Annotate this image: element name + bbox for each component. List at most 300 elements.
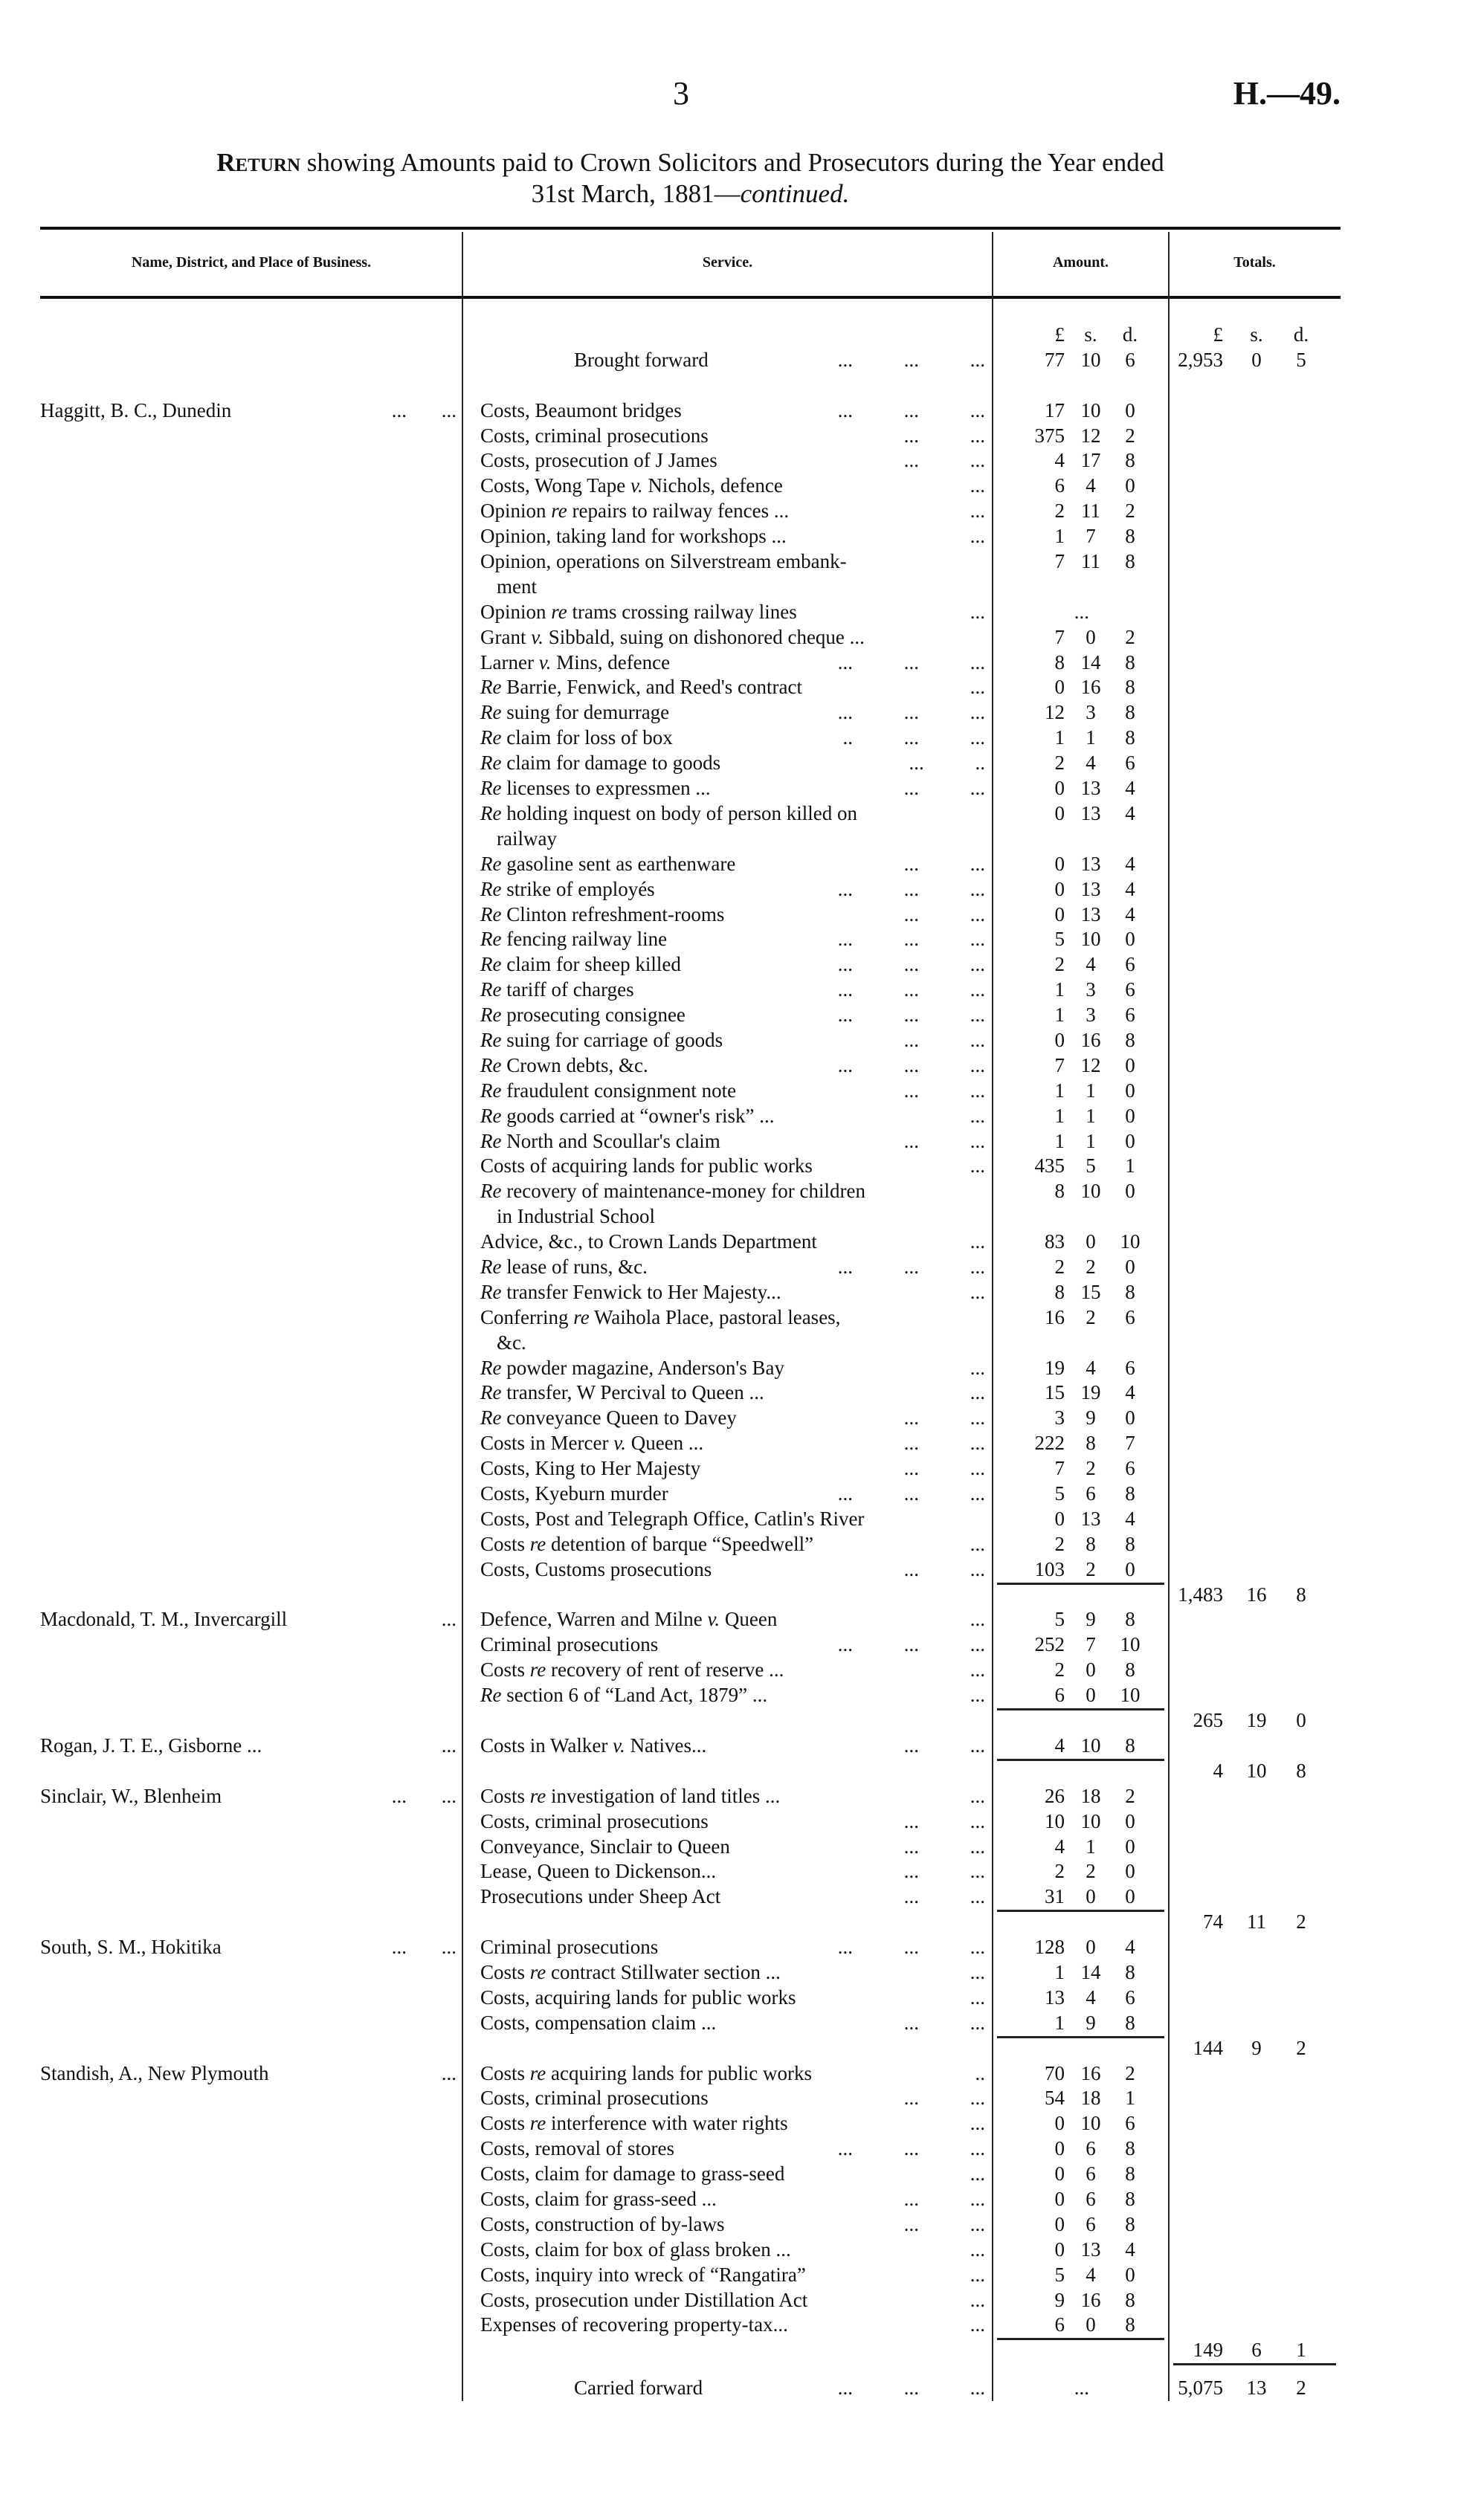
service-text: Defence, Warren and Milne v. Queen [480,1608,778,1631]
totals-cell [1169,1859,1341,1884]
totals-cell [1169,2238,1341,2263]
name-cell [40,2187,462,2212]
amount-pounds: 1 [1054,525,1065,548]
amount-pence: 6 [1125,2112,1135,2135]
totals-cell [1169,1759,1341,1784]
amount-shillings: 12 [1080,1053,1101,1076]
table-row [40,1028,1341,1053]
totals-cell [1169,2136,1341,2162]
service-text: Costs, King to Her Majesty [480,1457,701,1480]
amount-shillings: 2 [1086,1557,1096,1580]
amount-shillings: 6 [1086,2187,1096,2210]
dot-leader: ... [970,1532,985,1555]
amount-pence: 8 [1125,650,1135,673]
amount-pence: 4 [1125,777,1135,800]
name-cell [40,852,462,877]
amount-cell [993,1734,1169,1759]
totals-cell [1169,1607,1341,1632]
amount-pounds: 0 [1054,2238,1065,2261]
totals-cell [1169,2036,1341,2061]
amount-pence: 10 [1120,1230,1141,1253]
dot-leader: ... [441,1734,457,1757]
service-text: Conferring re Waihola Place, pastoral leases, &c. [480,1305,841,1354]
totals-cell [1169,1658,1341,1683]
name-cell [40,323,462,348]
amount-cell [993,700,1169,726]
service-text: Costs, Kyeburn murder [480,1482,668,1505]
totals-cell [1169,726,1341,751]
service-text: Costs re detention of barque “Speedwell” [480,1532,814,1555]
table-row [40,1557,1341,1583]
amount-pounds: 7 [1054,625,1065,648]
amount-shillings: 0 [1086,1658,1096,1681]
amount-pounds: 0 [1054,902,1065,925]
service-text: Re prosecuting consignee [480,1004,686,1027]
amount-cell [993,1456,1169,1482]
amount-pence: 2 [1125,2061,1135,2084]
service-text: Re suing for carriage of goods [480,1028,723,1051]
amount-pounds: 0 [1054,2162,1065,2185]
name-cell [40,549,462,600]
table-row [40,1179,1341,1230]
totals-cell [1169,625,1341,650]
subtotal-rule [997,1759,1164,1761]
name-cell [40,1129,462,1154]
total-shillings: 16 [1246,1583,1267,1606]
amount-shillings: 5 [1086,1154,1096,1177]
service-text: Costs, criminal prosecutions [480,424,709,447]
table-row [40,2313,1341,2338]
dot-leader: ... [970,500,985,523]
amount-pounds: 7 [1054,1053,1065,1076]
service-text: Costs, claim for damage to grass-seed [480,2162,785,2185]
solicitor-name: South, S. M., Hokitika [40,1936,222,1959]
service-cell [462,1835,993,1860]
total-pounds: 265 [1193,1709,1223,1732]
amount-pence: 0 [1125,1860,1135,1883]
amount-cell [993,600,1169,625]
service-text: Re section 6 of “Land Act, 1879” ... [480,1684,768,1707]
totals-cell [1169,952,1341,978]
service-text: Costs, criminal prosecutions [480,2087,709,2110]
service-cell [462,952,993,978]
amount-pounds: 7 [1054,550,1065,573]
grand-total-rule [1173,2363,1336,2365]
service-cell [462,2313,993,2338]
totals-cell [1169,1557,1341,1583]
header-name: Name, District, and Place of Business. [131,254,372,271]
amount-pounds: 13 [1045,1986,1065,2009]
name-cell [40,952,462,978]
amount-cell [993,1532,1169,1557]
totals-cell [1169,524,1341,549]
service-cell [462,1986,993,2011]
table-row [40,1784,1341,1809]
service-cell [462,2288,993,2313]
amount-cell [993,1406,1169,1431]
dot-leader: ... [970,1684,985,1707]
service-cell [462,902,993,928]
service-cell [462,1053,993,1079]
service-cell [462,398,993,424]
totals-cell [1169,1532,1341,1557]
subtotal-rule [997,2036,1164,2038]
service-cell [462,1154,993,1179]
dot-leader: ... [970,676,985,699]
amount-pounds: 4 [1054,1734,1065,1757]
service-text: Grant v. Sibbald, suing on dishonored cheque ... [480,625,865,648]
service-cell [462,1683,993,1708]
service-text: Re recovery of maintenance-money for children in Industrial School [480,1180,866,1228]
amount-cell [993,1003,1169,1028]
totals-cell [1169,398,1341,424]
name-cell [40,1986,462,2011]
service-cell [462,1003,993,1028]
service-text: Re holding inquest on body of person killed on railway [480,801,857,850]
totals-cell [1169,1053,1341,1079]
table-row [40,448,1341,474]
amount-pounds: 0 [1054,1028,1065,1051]
total-pounds: 4 [1213,1759,1223,1782]
dot-leader: ... .. [909,752,985,775]
service-cell [462,877,993,902]
table-row [40,1129,1341,1154]
dot-leader: ... ... ... [837,701,985,724]
amount-pounds: 5 [1054,928,1065,951]
service-cell [462,600,993,625]
totals-cell [1169,852,1341,877]
service-text: Costs in Walker v. Natives... [480,1734,707,1757]
dot-leader: ... ... [903,1734,985,1757]
service-text: Larner v. Mins, defence [480,650,671,673]
dot-leader: ... [970,1658,985,1681]
service-text: Costs, Wong Tape v. Nichols, defence [480,474,783,497]
amount-pence: 6 [1125,1356,1135,1379]
amount-cell [993,1179,1169,1230]
table-row [40,1683,1341,1708]
table-row [40,1104,1341,1129]
amount-cell [993,1935,1169,1960]
amount-pounds: 103 [1034,1557,1065,1580]
name-cell [40,700,462,726]
total-pence: 8 [1296,1583,1306,1606]
amount-pounds: 375 [1034,424,1065,447]
service-text: Re North and Scoullar's claim [480,1129,720,1152]
service-cell [462,2187,993,2212]
amount-cell [993,1759,1169,1784]
service-cell [462,1583,993,1608]
amount-shillings: 4 [1086,474,1096,497]
solicitor-name: Rogan, J. T. E., Gisborne ... [40,1734,262,1757]
amount-pence: 2 [1125,424,1135,447]
amount-shillings: 16 [1080,2288,1101,2311]
amount-shillings: 18 [1080,2087,1101,2110]
service-text: Re gasoline sent as earthenware [480,852,736,875]
amount-pence: 0 [1125,398,1135,421]
totals-cell [1169,1632,1341,1658]
amount-pence: 0 [1125,1835,1135,1858]
table-row [40,1456,1341,1482]
amount-cell [993,1683,1169,1708]
amount-pence: 0 [1125,928,1135,951]
amount-shillings: 13 [1080,902,1101,925]
totals-cell [1169,801,1341,852]
amount-shillings: 4 [1086,1986,1096,2009]
amount-shillings: 2 [1086,1305,1096,1328]
dot-leader: ... [970,2162,985,2185]
service-text: Re powder magazine, Anderson's Bay [480,1356,785,1379]
subtotal-rule [997,2338,1164,2340]
name-cell [40,2313,462,2338]
amount-pence: 0 [1125,1180,1135,1203]
dot-leader: ... ... ... [837,1256,985,1278]
table-row [40,1003,1341,1028]
amount-pence: 4 [1125,801,1135,824]
table-row [40,1482,1341,1507]
dot-leader: ... [970,1608,985,1631]
service-text: Re transfer, W Percival to Queen ... [480,1381,764,1404]
totals-cell [1169,751,1341,776]
totals-cell [1169,650,1341,676]
amount-pounds: 0 [1054,2137,1065,2160]
dot-leader: ... ... [903,449,985,472]
amount-pounds: 3 [1054,1406,1065,1429]
amount-pence: 4 [1125,852,1135,875]
service-cell [462,2036,993,2061]
name-cell [40,1859,462,1884]
service-text: Re transfer Fenwick to Her Majesty... [480,1280,781,1303]
amount-pounds: 77 [1045,348,1065,371]
amount-pounds: 26 [1045,1784,1065,1807]
service-cell [462,1431,993,1456]
service-text: Costs, criminal prosecutions [480,1809,709,1832]
amount-cell [993,952,1169,978]
amount-pounds: 1 [1054,2011,1065,2034]
amount-pence: 8 [1125,701,1135,724]
name-cell [40,1356,462,1381]
amount-cell [993,1255,1169,1280]
table-row [40,524,1341,549]
totals-cell [1169,549,1341,600]
totals-cell [1169,1230,1341,1255]
service-text: Re tariff of charges [480,978,634,1001]
amount-cell [993,549,1169,600]
dot-leader: ... ... ... [837,1004,985,1027]
service-cell [462,776,993,801]
service-text: Re claim for loss of box [480,726,673,749]
name-cell [40,1910,462,1935]
name-cell [40,801,462,852]
amount-pounds: 128 [1034,1936,1065,1959]
amount-shillings: 14 [1080,650,1101,673]
totals-cell [1169,1154,1341,1179]
amount-pence: 4 [1125,877,1135,900]
totals-cell [1169,2187,1341,2212]
dot-leader: ... ... ... [837,2137,985,2160]
total-pence: 2 [1296,2377,1306,2400]
total-shillings: 11 [1247,1910,1266,1933]
service-text: Opinion, operations on Silverstream embank- ment [480,550,847,598]
totals-cell [1169,776,1341,801]
total-pence: d. [1293,323,1309,346]
table-body [40,323,1341,2408]
amount-pounds: 252 [1034,1633,1065,1656]
dot-leader: ... ... [903,1079,985,1102]
service-cell [462,1607,993,1632]
amount-shillings: 1 [1086,1104,1096,1127]
name-cell [40,1179,462,1230]
amount-shillings: 10 [1080,398,1101,421]
amount-cell [993,1859,1169,1884]
service-cell [462,1079,993,1104]
amount-cell [993,2263,1169,2288]
amount-pounds: 2 [1054,500,1065,523]
dot-leader: ... ... [903,1432,985,1455]
service-text: Lease, Queen to Dickenson... [480,1860,717,1883]
amount-pounds: 9 [1054,2288,1065,2311]
dot-leader: ... [970,1280,985,1303]
amount-cell [993,1104,1169,1129]
name-cell [40,2061,462,2087]
amount-pence: 8 [1125,1532,1135,1555]
amount-shillings: 6 [1086,2137,1096,2160]
amount-shillings: 1 [1086,1835,1096,1858]
dot-leader: ... ... [903,1028,985,1051]
totals-cell [1169,1809,1341,1835]
name-cell [40,2162,462,2187]
service-cell [462,1129,993,1154]
name-cell [40,776,462,801]
totals-cell [1169,927,1341,952]
totals-cell [1169,2086,1341,2111]
totals-cell [1169,323,1341,348]
amount-cell [993,776,1169,801]
amount-pounds: 1 [1054,1104,1065,1127]
total-shillings: 13 [1246,2377,1267,2400]
totals-cell [1169,2338,1341,2363]
name-cell [40,1658,462,1683]
name-cell [40,1507,462,1532]
amount-pounds: 2 [1054,1532,1065,1555]
table-row [40,776,1341,801]
amount-cell [993,2238,1169,2263]
service-cell [462,1104,993,1129]
totals-cell [1169,700,1341,726]
solicitor-name: Sinclair, W., Blenheim [40,1784,222,1807]
service-cell [462,751,993,776]
service-cell [462,2136,993,2162]
amount-pounds: 31 [1045,1885,1065,1908]
dot-leader: ... ... ... [837,928,985,951]
amount-cell [993,2036,1169,2061]
service-cell [462,1960,993,1986]
dot-leader: ... ... ... [837,650,985,673]
totals-cell [1169,2313,1341,2338]
amount-pounds: £ [1054,323,1065,346]
amount-pence: 0 [1125,1809,1135,1832]
totals-cell [1169,448,1341,474]
dot-leader: ... ... [903,1406,985,1429]
amount-pounds: 15 [1045,1381,1065,1404]
amount-cell [993,1658,1169,1683]
dot-leader: ... ... ... [837,398,985,421]
service-text: Costs, compensation claim ... [480,2011,717,2034]
dot-leader: ... ... ... [837,1633,985,1656]
name-cell [40,1053,462,1079]
service-cell [462,1280,993,1305]
amount-pounds: 2 [1054,1658,1065,1681]
name-cell [40,1884,462,1910]
dot-leader: ... ... [903,1885,985,1908]
totals-cell [1169,1986,1341,2011]
service-cell [462,801,993,852]
amount-pence: 8 [1125,2187,1135,2210]
service-text: Re claim for damage to goods [480,752,721,775]
service-cell [462,1356,993,1381]
amount-cell [993,2338,1169,2363]
title-lead-word: Return [216,148,301,177]
dot-leader: ... [970,1986,985,2009]
name-cell [40,1607,462,1632]
name-cell [40,978,462,1003]
amount-pence: 4 [1125,1381,1135,1404]
table-row [40,1154,1341,1179]
carried-forward-row [40,2363,1341,2408]
amount-pounds: 1 [1054,978,1065,1001]
amount-pounds: 8 [1054,650,1065,673]
service-text: Re fraudulent consignment note [480,1079,737,1102]
solicitor-name: Standish, A., New Plymouth [40,2061,269,2084]
amount-pounds: 222 [1034,1432,1065,1455]
dot-leader: ... ... [903,1809,985,1832]
table-row [40,1809,1341,1835]
total-pounds: £ [1213,323,1223,346]
amount-pence: 8 [1125,1608,1135,1631]
table-row [40,2288,1341,2313]
service-cell [462,650,993,676]
amount-pence: 0 [1125,474,1135,497]
table-row [40,726,1341,751]
amount-pence: 8 [1125,525,1135,548]
dot-leader: ... ... [903,2212,985,2235]
name-cell [40,625,462,650]
amount-shillings: 16 [1080,2061,1101,2084]
subtotal-rule [997,1583,1164,1585]
service-cell [462,1532,993,1557]
table-row [40,1532,1341,1557]
service-cell [462,2338,993,2363]
amount-shillings: 9 [1086,1608,1096,1631]
amount-pounds: 435 [1034,1154,1065,1177]
totals-cell [1169,1583,1341,1608]
amount-pounds: 0 [1054,801,1065,824]
totals-cell [1169,675,1341,700]
service-cell [462,1859,993,1884]
service-text: Re strike of employés [480,877,655,900]
table-row [40,1935,1341,1960]
amount-pence: 10 [1120,1633,1141,1656]
service-cell [462,978,993,1003]
table-row [40,751,1341,776]
service-cell [462,1507,993,1532]
table-row [40,2136,1341,2162]
amount-pence: 8 [1125,449,1135,472]
amount-cell [993,978,1169,1003]
table-row [40,927,1341,952]
totals-cell [1169,474,1341,499]
table-row [40,650,1341,676]
amount-cell [993,323,1169,348]
